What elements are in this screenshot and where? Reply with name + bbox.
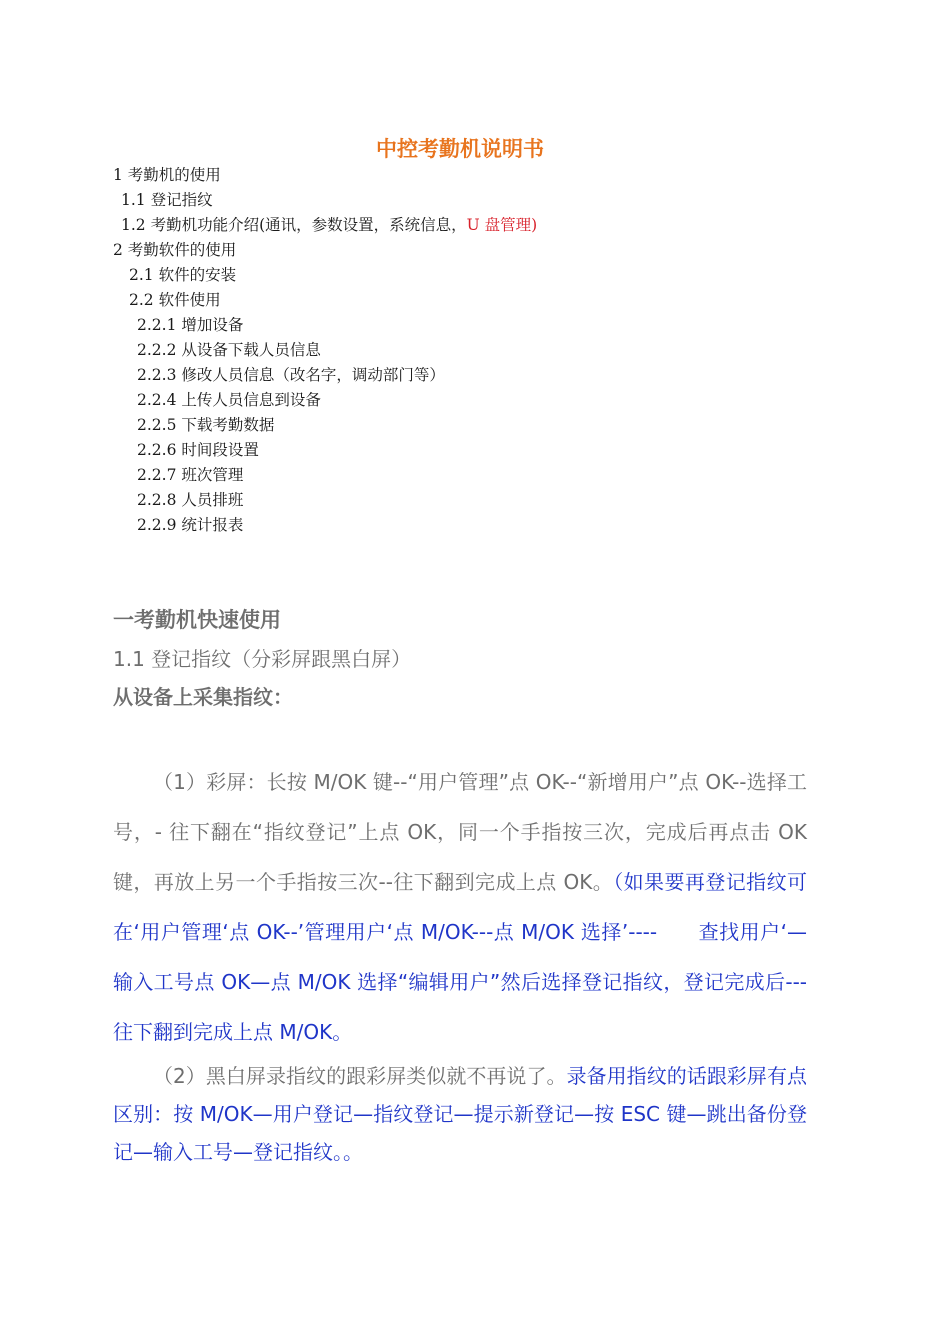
toc-item: 2.2.5 下载考勤数据	[137, 416, 275, 434]
body-text	[113, 757, 807, 1171]
sub-heading: 1.1 登记指纹（分彩屏跟黑白屏）	[113, 647, 412, 671]
toc-item: 2.2.6 时间段设置	[137, 441, 259, 459]
toc-item: 1.1 登记指纹	[121, 191, 213, 209]
document-title: 中控考勤机说明书	[376, 137, 544, 161]
toc-item: 2.2.2 从设备下载人员信息	[137, 341, 321, 359]
paragraph-2	[113, 1057, 807, 1171]
toc-item: 2.2.4 上传人员信息到设备	[137, 391, 321, 409]
bold-heading: 从设备上采集指纹：	[113, 685, 293, 709]
toc-item: 2.1 软件的安装	[129, 266, 237, 284]
toc-item: 2.2.8 人员排班	[137, 491, 244, 509]
paragraph-2-text: （2）黑白屏录指纹的跟彩屏类似就不再说了。	[153, 1064, 567, 1088]
toc-item: 1 考勤机的使用	[113, 166, 221, 184]
section-heading: 一考勤机快速使用	[113, 608, 281, 632]
toc-item: 2 考勤软件的使用	[113, 241, 237, 259]
toc-item: 2.2.9 统计报表	[137, 516, 244, 534]
toc-item: 2.2.3 修改人员信息（改名字，调动部门等）	[137, 366, 445, 384]
paragraph-1-note: （如果要再登记指纹可在‘用户管理‘点 OK--’管理用户‘点 M/OK---点 M/OK 选择’---- 查找用户‘—输入工号点 OK—点 M/OK 选择“编辑用户”然后选择登记指纹，登记完成后---往下翻到完成上点 M/OK。	[113, 870, 807, 1044]
toc-item-highlight: U 盘管理)	[466, 216, 538, 234]
paragraph-1	[113, 757, 807, 1057]
table-of-contents	[113, 163, 537, 538]
toc-item: 2.2.1 增加设备	[137, 316, 244, 334]
paragraph-2-note: 录备用指纹的话跟彩屏有点区别：按 M/OK—用户登记—指纹登记—提示新登记—按 ESC 键—跳出备份登记—输入工号—登记指纹。。	[113, 1064, 807, 1164]
toc-item: 2.2.7 班次管理	[137, 466, 244, 484]
toc-item: 1.2 考勤机功能介绍(通讯，参数设置，系统信息，U 盘管理)	[121, 216, 538, 234]
toc-item: 2.2 软件使用	[129, 291, 221, 309]
paragraph-1-text: （1）彩屏：长按 M/OK 键--“用户管理”点 OK--“新增用户”点 OK--选择工号，- 往下翻在“指纹登记”上点 OK，同一个手指按三次，完成后再点击 OK 键，再放上另一个手指按三次--往下翻到完成上点 OK。	[113, 770, 807, 894]
